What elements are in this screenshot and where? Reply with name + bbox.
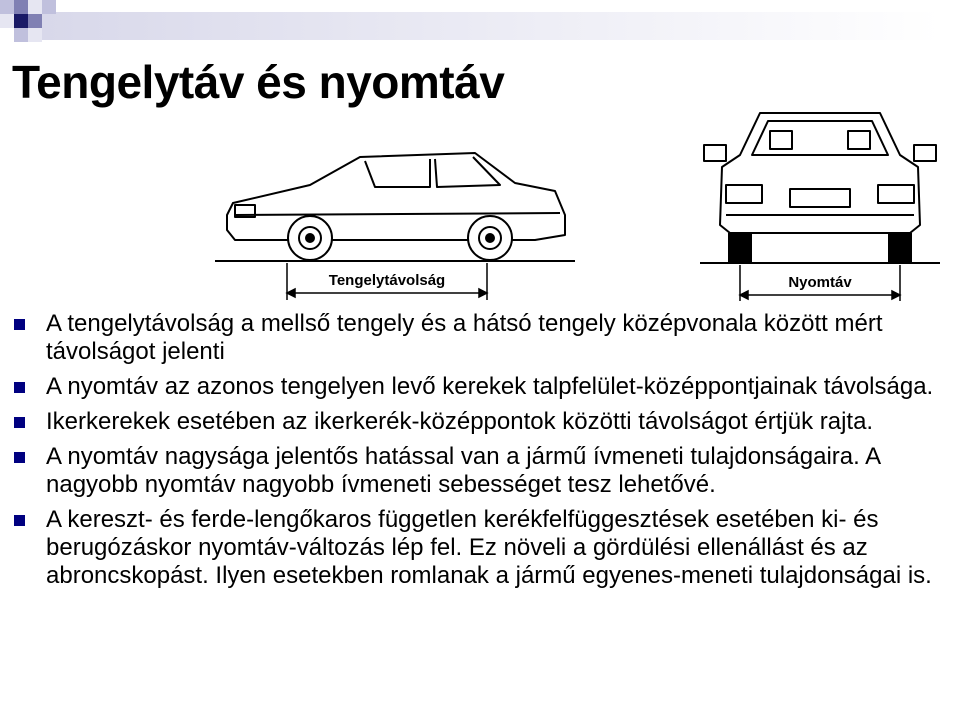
wheelbase-label: Tengelytávolság [328,272,446,289]
bullet-text: Ikerkerekek esetében az ikerkerék-középpontok közötti távolságot értjük rajta. [46,408,874,435]
car-side-view [215,145,585,305]
front-wheels [728,233,912,263]
car-body-outline [227,153,565,240]
square-bullet-icon [14,319,25,330]
bullet-item [14,443,944,499]
header-decoration [0,0,960,60]
bullet-text: A kereszt- és ferde-lengőkaros független kerékfelfüggesztések esetében ki- és berugózáskor nyomtáv-változás lép fel. Ez növeli a gördülési ellenállást és az abroncskopást. Ilyen esetekben romlanak a jármű egyenes-meneti tulajdonságai is. [46,506,932,589]
bullet-list [14,310,944,597]
bullet-item [14,310,944,366]
bullet-item [14,408,944,436]
bullet-item [14,373,944,401]
bullet-text: A nyomtáv nagysága jelentős hatással van a jármű ívmeneti tulajdonságaira. A nagyobb nyomtáv nagyobb ívmeneti sebességet tesz lehetővé. [46,443,880,498]
square-bullet-icon [14,452,25,463]
track-label: Nyomtáv [788,274,852,291]
bullet-text: A nyomtáv az azonos tengelyen levő kerekek talpfelület-középpontjainak távolsága. [46,373,934,400]
bullet-item [14,506,944,590]
rear-wheel [288,216,332,260]
slide-title: Tengelytáv és nyomtáv [12,56,505,108]
square-bullet-icon [14,417,25,428]
car-front-view [700,105,940,305]
square-bullet-icon [14,382,25,393]
front-wheel [468,216,512,260]
bullet-text: A tengelytávolság a mellső tengely és a hátsó tengely középvonala között mért távolságot jelenti [46,310,883,365]
square-bullet-icon [14,515,25,526]
